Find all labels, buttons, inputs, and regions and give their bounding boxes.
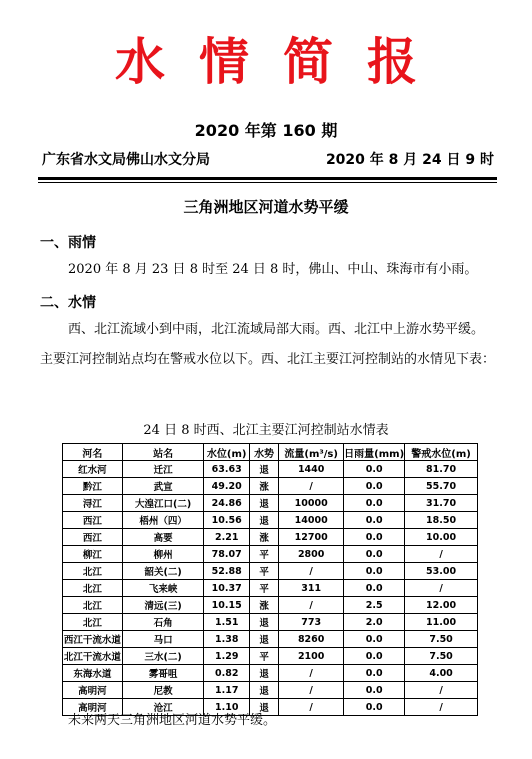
cell-flow: 12700 xyxy=(279,529,344,546)
cell-water-level: 1.17 xyxy=(204,682,250,699)
cell-water-level: 1.51 xyxy=(204,614,250,631)
table-row xyxy=(63,597,478,614)
cell-flow: / xyxy=(279,563,344,580)
cell-river: 北江 xyxy=(63,597,123,614)
cell-trend: 涨 xyxy=(249,478,278,495)
forecast-note: 未来两天三角洲地区河道水势平缓。 xyxy=(68,713,277,728)
cell-water-level: 78.07 xyxy=(204,546,250,563)
cell-river: 黔江 xyxy=(63,478,123,495)
column-header-river: 河名 xyxy=(63,444,123,461)
table-header-row xyxy=(63,444,478,461)
cell-daily-rain: 0.0 xyxy=(344,648,405,665)
cell-warning-level: 4.00 xyxy=(405,665,478,682)
cell-trend: 涨 xyxy=(249,529,278,546)
cell-warning-level: 81.70 xyxy=(405,461,478,478)
table-row xyxy=(63,631,478,648)
cell-water-level: 63.63 xyxy=(204,461,250,478)
cell-warning-level: 53.00 xyxy=(405,563,478,580)
cell-flow: / xyxy=(279,665,344,682)
cell-station: 石角 xyxy=(122,614,204,631)
cell-warning-level: 12.00 xyxy=(405,597,478,614)
cell-daily-rain: 0.0 xyxy=(344,512,405,529)
cell-river: 北江 xyxy=(63,580,123,597)
cell-daily-rain: 0.0 xyxy=(344,546,405,563)
cell-flow: 311 xyxy=(279,580,344,597)
cell-flow: 10000 xyxy=(279,495,344,512)
cell-warning-level: 10.00 xyxy=(405,529,478,546)
cell-daily-rain: 0.0 xyxy=(344,529,405,546)
cell-water-level: 1.10 xyxy=(204,699,250,716)
cell-river: 北江 xyxy=(63,614,123,631)
cell-river: 高明河 xyxy=(63,699,123,716)
water-level-table xyxy=(62,443,478,716)
header-rule-thin xyxy=(38,182,497,183)
column-header-trend: 水势 xyxy=(249,444,278,461)
cell-station: 飞来峡 xyxy=(122,580,204,597)
cell-water-level: 1.29 xyxy=(204,648,250,665)
cell-warning-level: 31.70 xyxy=(405,495,478,512)
cell-daily-rain: 0.0 xyxy=(344,461,405,478)
cell-river: 西江干流水道 xyxy=(63,631,123,648)
table-row xyxy=(63,529,478,546)
cell-river: 北江 xyxy=(63,563,123,580)
cell-station: 高要 xyxy=(122,529,204,546)
cell-trend: 退 xyxy=(249,512,278,529)
cell-station: 马口 xyxy=(122,631,204,648)
cell-daily-rain: 0.0 xyxy=(344,580,405,597)
bulletin-headline: 三角洲地区河道水势平缓 xyxy=(183,198,349,216)
cell-daily-rain: 0.0 xyxy=(344,665,405,682)
table-row xyxy=(63,682,478,699)
cell-station: 三水(二) xyxy=(122,648,204,665)
cell-flow: 8260 xyxy=(279,631,344,648)
table-row xyxy=(63,665,478,682)
cell-trend: 退 xyxy=(249,461,278,478)
cell-flow: / xyxy=(279,597,344,614)
column-header-flow: 流量(m³/s) xyxy=(279,444,344,461)
masthead-title: 水情简报 xyxy=(115,32,451,91)
cell-warning-level: / xyxy=(405,699,478,716)
cell-river: 红水河 xyxy=(63,461,123,478)
cell-river: 柳江 xyxy=(63,546,123,563)
cell-river: 北江干流水道 xyxy=(63,648,123,665)
cell-warning-level: 18.50 xyxy=(405,512,478,529)
column-header-daily-rain: 日雨量(mm) xyxy=(344,444,405,461)
cell-water-level: 2.21 xyxy=(204,529,250,546)
cell-water-level: 10.56 xyxy=(204,512,250,529)
cell-trend: 退 xyxy=(249,665,278,682)
cell-daily-rain: 0.0 xyxy=(344,495,405,512)
cell-flow: 773 xyxy=(279,614,344,631)
table-row xyxy=(63,461,478,478)
cell-water-level: 0.82 xyxy=(204,665,250,682)
cell-flow: / xyxy=(279,682,344,699)
cell-trend: 退 xyxy=(249,699,278,716)
cell-trend: 平 xyxy=(249,546,278,563)
table-caption: 24 日 8 时西、北江主要江河控制站水情表 xyxy=(143,423,389,438)
cell-daily-rain: 0.0 xyxy=(344,478,405,495)
table-row xyxy=(63,495,478,512)
issue-number: 2020 年第 160 期 xyxy=(194,121,338,140)
rain-paragraph: 2020 年 8 月 23 日 8 时至 24 日 8 时，佛山、中山、珠海市有小雨。 xyxy=(68,262,478,277)
table-row xyxy=(63,563,478,580)
cell-daily-rain: 0.0 xyxy=(344,631,405,648)
cell-river: 西江 xyxy=(63,529,123,546)
section-heading-rain: 一、雨情 xyxy=(40,235,96,251)
table-row xyxy=(63,614,478,631)
section-heading-water: 二、水情 xyxy=(40,295,96,311)
cell-flow: 2800 xyxy=(279,546,344,563)
cell-station: 梧州（四） xyxy=(122,512,204,529)
cell-river: 高明河 xyxy=(63,682,123,699)
table-row xyxy=(63,478,478,495)
cell-station: 武宣 xyxy=(122,478,204,495)
cell-trend: 涨 xyxy=(249,597,278,614)
cell-warning-level: / xyxy=(405,682,478,699)
cell-flow: / xyxy=(279,478,344,495)
cell-water-level: 10.37 xyxy=(204,580,250,597)
cell-water-level: 52.88 xyxy=(204,563,250,580)
cell-trend: 平 xyxy=(249,563,278,580)
cell-trend: 退 xyxy=(249,631,278,648)
cell-warning-level: 7.50 xyxy=(405,648,478,665)
header-rule-thick xyxy=(38,177,497,180)
table-row xyxy=(63,546,478,563)
cell-river: 浔江 xyxy=(63,495,123,512)
issuer-name: 广东省水文局佛山水文分局 xyxy=(42,152,210,168)
cell-daily-rain: 0.0 xyxy=(344,563,405,580)
cell-trend: 退 xyxy=(249,495,278,512)
cell-flow: 14000 xyxy=(279,512,344,529)
cell-trend: 平 xyxy=(249,648,278,665)
cell-station: 迁江 xyxy=(122,461,204,478)
cell-station: 清远(三) xyxy=(122,597,204,614)
column-header-warning-level: 警戒水位(m) xyxy=(405,444,478,461)
cell-flow: 2100 xyxy=(279,648,344,665)
cell-trend: 平 xyxy=(249,580,278,597)
cell-flow: / xyxy=(279,699,344,716)
cell-warning-level: 7.50 xyxy=(405,631,478,648)
cell-water-level: 24.86 xyxy=(204,495,250,512)
cell-water-level: 49.20 xyxy=(204,478,250,495)
cell-daily-rain: 0.0 xyxy=(344,682,405,699)
cell-water-level: 1.38 xyxy=(204,631,250,648)
cell-daily-rain: 2.5 xyxy=(344,597,405,614)
table-row xyxy=(63,648,478,665)
cell-warning-level: / xyxy=(405,546,478,563)
cell-station: 沧江 xyxy=(122,699,204,716)
table-row xyxy=(63,512,478,529)
cell-river: 西江 xyxy=(63,512,123,529)
cell-warning-level: / xyxy=(405,580,478,597)
cell-daily-rain: 0.0 xyxy=(344,699,405,716)
column-header-station: 站名 xyxy=(122,444,204,461)
cell-station: 雾哥咀 xyxy=(122,665,204,682)
cell-river: 东海水道 xyxy=(63,665,123,682)
cell-daily-rain: 2.0 xyxy=(344,614,405,631)
cell-trend: 退 xyxy=(249,614,278,631)
cell-warning-level: 11.00 xyxy=(405,614,478,631)
cell-water-level: 10.15 xyxy=(204,597,250,614)
cell-flow: 1440 xyxy=(279,461,344,478)
cell-station: 韶关(二) xyxy=(122,563,204,580)
cell-warning-level: 55.70 xyxy=(405,478,478,495)
cell-station: 柳州 xyxy=(122,546,204,563)
table-row xyxy=(63,580,478,597)
cell-trend: 退 xyxy=(249,682,278,699)
issue-datetime: 2020 年 8 月 24 日 9 时 xyxy=(325,152,494,168)
cell-station: 尼教 xyxy=(122,682,204,699)
cell-station: 大湟江口(二) xyxy=(122,495,204,512)
water-paragraph: 西、北江流域小到中雨，北江流域局部大雨。西、北江中上游水势平缓。主要江河控制站点均在警戒水位以下。西、北江主要江河控制站的水情见下表： xyxy=(40,322,496,367)
column-header-water-level: 水位(m) xyxy=(204,444,250,461)
